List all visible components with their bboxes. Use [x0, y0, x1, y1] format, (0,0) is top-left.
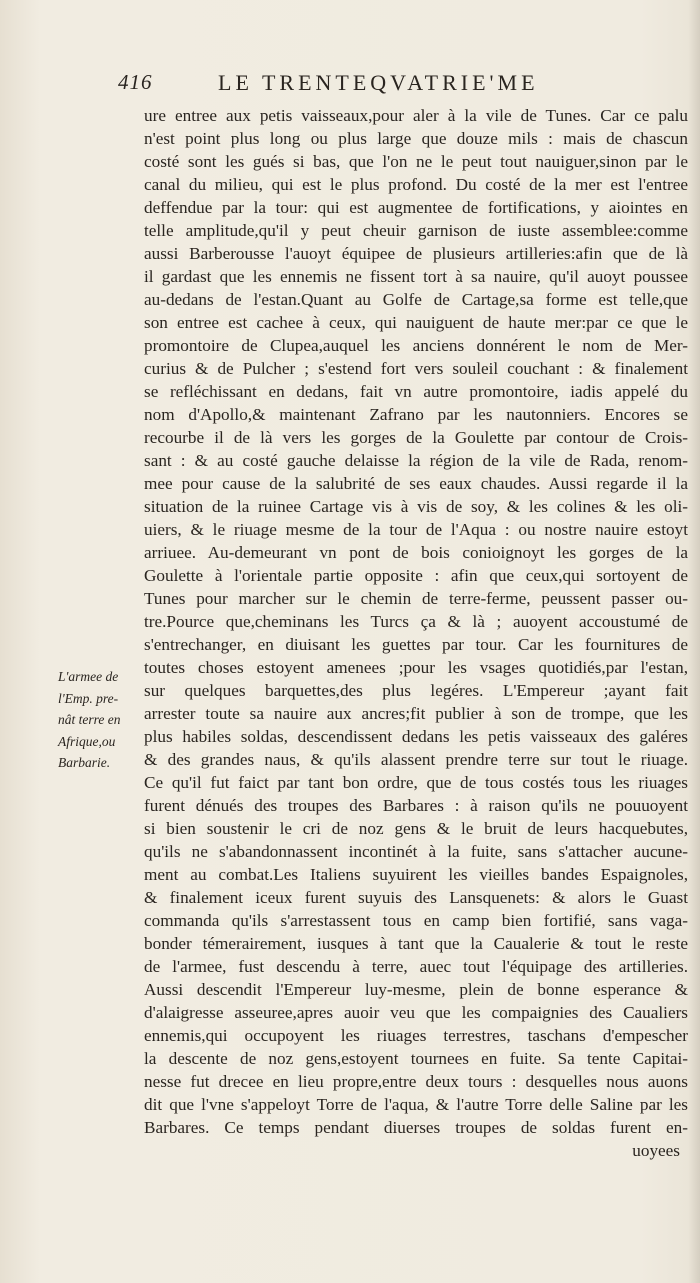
text-line: sant : & au costé gauche delaisse la région de la vile de Rada, renom- [144, 451, 688, 470]
text-line: curius & de Pulcher ; s'estend fort vers souleil couchant : & finalement [144, 359, 688, 378]
marginal-note-line: Afrique,ou [58, 733, 116, 749]
text-line: si bien soustenir le cri de noz gens & le bruit de leurs hacquebutes, [144, 819, 688, 838]
text-line: qu'ils ne s'abandonnassent incontinét à la fuite, sans s'attacher aucune- [144, 842, 688, 861]
text-line: n'est point plus long ou plus large que douze mils : mais de chascun [144, 129, 688, 148]
running-head [118, 70, 678, 100]
text-line: toutes choses estoyent amenees ;pour les vsages quotidiés,par l'estan, [144, 658, 688, 677]
text-line: furent dénués des troupes des Barbares : à raison qu'ils ne pouuoyent [144, 796, 688, 815]
text-line: bonder témerairement, iusques à tant que la Caualerie & tout le reste [144, 934, 688, 953]
text-line: ment au combat.Les Italiens suyuirent les vieilles bandes Espaignoles, [144, 865, 688, 884]
text-line: se refléchissant en dedans, fait vn autre promontoire, iadis appelé du [144, 382, 688, 401]
text-line: Barbares. Ce temps pendant diuerses troupes de soldas furent en- [144, 1118, 688, 1137]
text-line: Ce qu'il fut faict par tant bon ordre, que de tous costés tous les riuages [144, 773, 688, 792]
body-text [144, 104, 688, 1162]
text-line: & des grandes naus, & qu'ils alassent prendre terre sur tout le riuage. [144, 750, 688, 769]
text-line: costé sont les gués si bas, que l'on ne le peut tout nauiguer,sinon par le [144, 152, 688, 171]
text-line: son entree est cachee à ceux, qui nauiguent de haute mer:par ce que le [144, 313, 688, 332]
text-line: ennemis,qui occupoyent les riuages terrestres, taschans d'empescher [144, 1026, 688, 1045]
text-line: telle amplitude,qu'il y peut cheuir garnison de iuste assemblee:comme [144, 221, 688, 240]
marginal-note-line: nât terre en [58, 712, 121, 727]
marginal-note [58, 666, 142, 774]
text-line: plus habiles soldas, descendissent dedans les petis vaisseaux des galéres [144, 727, 688, 746]
catchword: uoyees [632, 1141, 680, 1160]
text-line: de l'armee, fust descendu à terre, auec tout l'équipage des artilleries. [144, 957, 688, 976]
text-line: Aussi descendit l'Empereur luy-mesme, plein de bonne esperance & [144, 980, 688, 999]
marginal-note-line: L'armee de [58, 669, 119, 684]
text-line: Tunes pour marcher sur le chemin de terre-ferme, peussent passer ou- [144, 589, 688, 608]
text-line: arrester toute sa nauire aux ancres;fit publier à son de trompe, que les [144, 704, 688, 723]
text-line: promontoire de Clupea,auquel les anciens donnérent le nom de Mer- [144, 336, 688, 355]
text-line: au-dedans de l'estan.Quant au Golfe de Cartage,sa forme est telle,que [144, 290, 688, 309]
text-line: tre.Pource que,cheminans les Turcs ça & là ; auoyent accoustumé de [144, 612, 688, 631]
text-line: nom d'Apollo,& maintenant Zafrano par les nautonniers. Encores se [144, 405, 688, 424]
text-line: s'entrechanger, en diuisant les guettes par tour. Car les fournitures de [144, 635, 688, 654]
text-line: ure entree aux petis vaisseaux,pour aler à la vile de Tunes. Car ce palu [144, 106, 688, 125]
text-line: mee pour cause de la salubrité de ses eaux chaudes. Aussi regarde il la [144, 474, 688, 493]
text-line: nesse fut drecee en lieu propre,entre deux tours : desquelles nous auons [144, 1072, 688, 1091]
marginal-note-line: Barbarie. [58, 755, 111, 770]
text-line: & finalement iceux furent suyuis des Lansquenets: & alors le Guast [144, 888, 688, 907]
text-line: canal du milieu, qui est le plus profond. Du costé de la mer est l'entree [144, 175, 688, 194]
page-edge-shadow [688, 0, 700, 1283]
text-line: il gardast que les ennemis ne fissent tort à sa nauire, qu'il auoyt poussee [144, 267, 688, 286]
text-line: deffendue par la tour: qui est augmentee de fortifications, y aiointes en [144, 198, 688, 217]
text-line: sur quelques barquettes,des plus legéres. L'Empereur ;ayant fait [144, 681, 688, 700]
page-number: 416 [118, 70, 153, 94]
text-line: la descente de noz gens,estoyent tournees en fuite. Sa tente Capitai- [144, 1049, 688, 1068]
text-line: aussi Barberousse l'auoyt équipee de plusieurs artilleries:afin que de là [144, 244, 688, 263]
text-line: commanda qu'ils s'arrestassent tous en camp bien fortifié, sans vaga- [144, 911, 688, 930]
marginal-note-line: l'Emp. pre- [58, 690, 119, 706]
text-line: dit que l'vne s'appeloyt Torre de l'aqua, & l'autre Torre delle Saline par les [144, 1095, 688, 1114]
text-line: arriuee. Au-demeurant vn pont de bois conioignoyt les gorges de la [144, 543, 688, 562]
text-line: Goulette à l'orientale partie opposite : afin que ceux,qui sortoyent de [144, 566, 688, 585]
text-line: d'alaigresse asseuree,apres auoir veu que les compaignies des Caualiers [144, 1003, 688, 1022]
text-line: recourbe il de là vers les gorges de la Goulette par contour de Crois- [144, 428, 688, 447]
chapter-title: LE TRENTEQVATRIE'ME [218, 70, 539, 95]
text-line: uiers, & le riuage mesme de la tour de l'Aqua : ou nostre nauire estoyt [144, 520, 688, 539]
text-line: situation de la ruinee Cartage vis à vis de soy, & les colines & les oli- [144, 497, 688, 516]
